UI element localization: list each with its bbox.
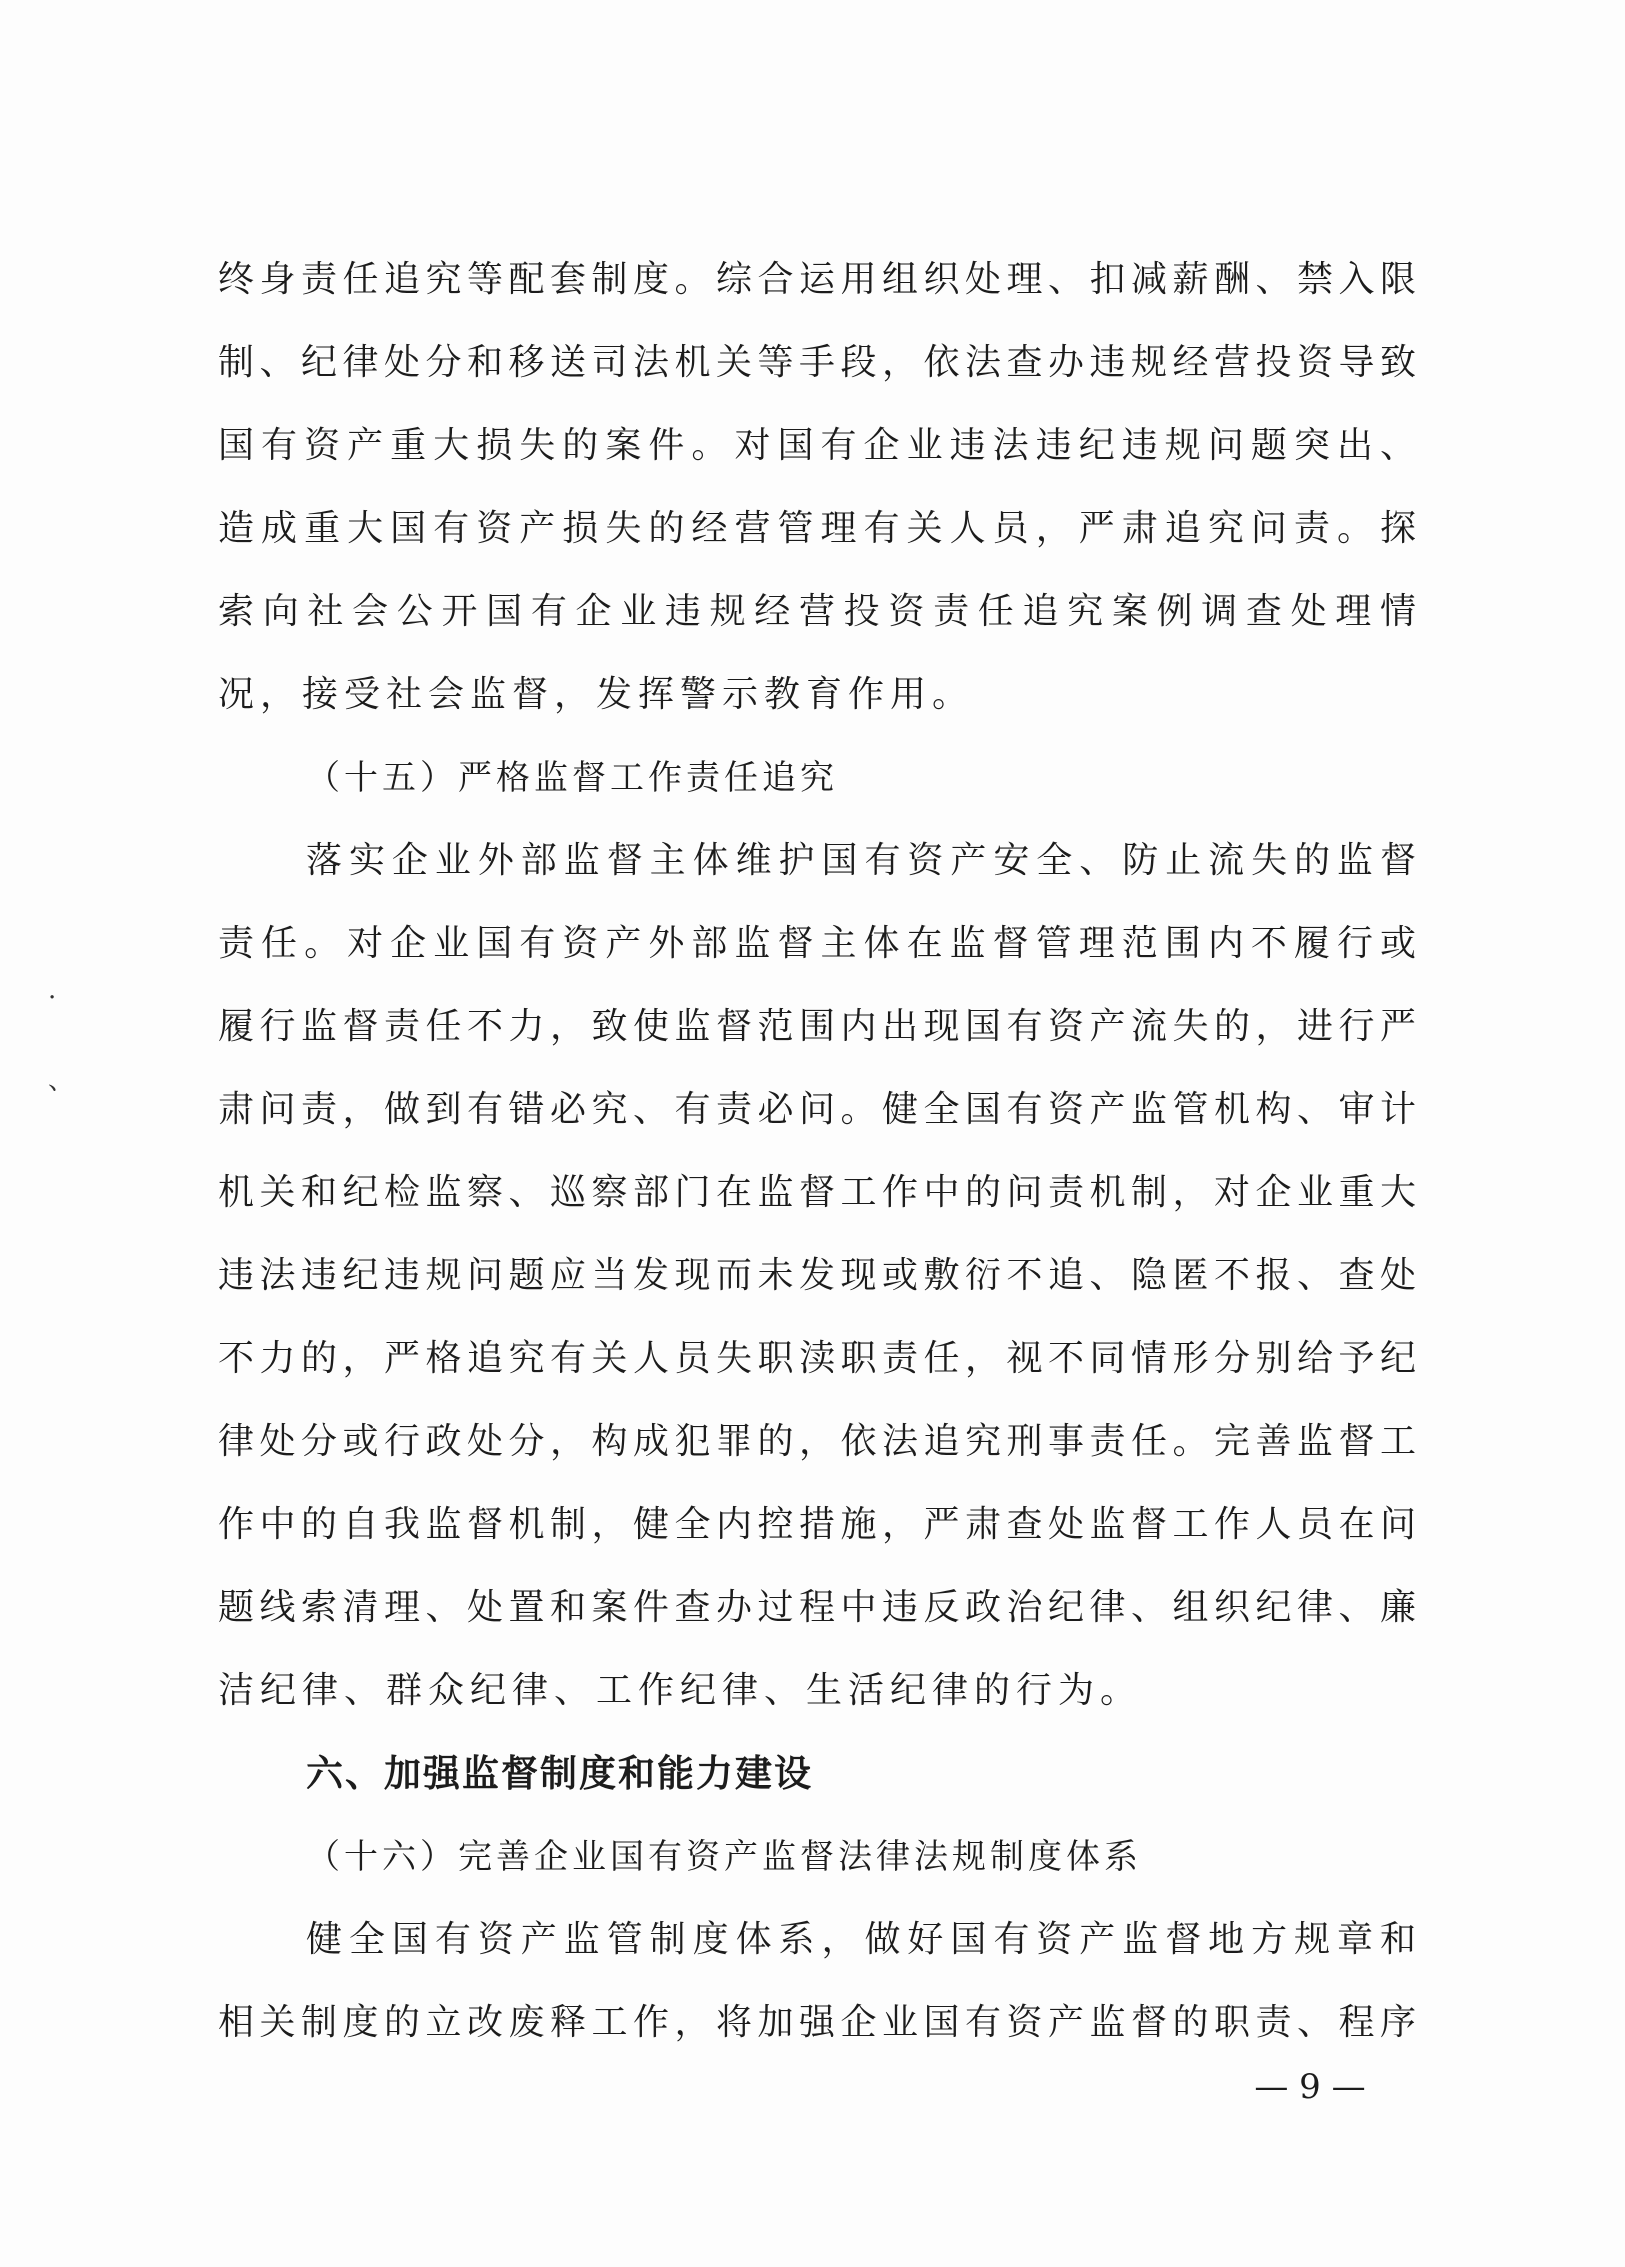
text-line: 况，接受社会监督，发挥警示教育作用。 <box>218 674 975 715</box>
section-subtitle: （十六）完善企业国有资产监督法律法规制度体系 <box>306 1837 1142 1877</box>
section-title: 六、加强监督制度和能力建设 <box>306 1752 813 1795</box>
text-line: 落实企业外部监督主体维护国有资产安全、防止流失的监督 <box>306 840 1416 881</box>
text-line: 题线索清理、处置和案件查办过程中违反政治纪律、组织纪律、廉 <box>218 1587 1416 1628</box>
text-line: 造成重大国有资产损失的经营管理有关人员，严肃追究问责。探 <box>218 508 1416 549</box>
text-line: 相关制度的立改废释工作，将加强企业国有资产监督的职责、程序 <box>218 2002 1416 2043</box>
text-line: 索向社会公开国有企业违规经营投资责任追究案例调查处理情 <box>218 591 1416 632</box>
text-line: 履行监督责任不力，致使监督范围内出现国有资产流失的，进行严 <box>218 1006 1416 1047</box>
text-line: 责任。对企业国有资产外部监督主体在监督管理范围内不履行或 <box>218 923 1416 964</box>
text-line: 洁纪律、群众纪律、工作纪律、生活纪律的行为。 <box>218 1670 1143 1711</box>
text-line: 肃问责，做到有错必究、有责必问。健全国有资产监管机构、审计 <box>218 1089 1416 1130</box>
text-line: 制、纪律处分和移送司法机关等手段，依法查办违规经营投资导致 <box>218 342 1416 383</box>
text-line: 终身责任追究等配套制度。综合运用组织处理、扣减薪酬、禁入限 <box>218 259 1416 300</box>
text-line: 律处分或行政处分，构成犯罪的，依法追究刑事责任。完善监督工 <box>218 1421 1416 1462</box>
text-line: 健全国有资产监管制度体系，做好国有资产监督地方规章和 <box>306 1919 1416 1960</box>
section-subtitle: （十五）严格监督工作责任追究 <box>306 758 838 798</box>
text-line: 作中的自我监督机制，健全内控措施，严肃查处监督工作人员在问 <box>218 1504 1416 1545</box>
text-line: 机关和纪检监察、巡察部门在监督工作中的问责机制，对企业重大 <box>218 1172 1416 1213</box>
text-line: 违法违纪违规问题应当发现而未发现或敷衍不追、隐匿不报、查处 <box>218 1255 1416 1296</box>
margin-dot: · <box>48 983 57 1013</box>
page-number: — 9 — <box>1254 2067 1366 2107</box>
text-line: 不力的，严格追究有关人员失职渎职责任，视不同情形分别给予纪 <box>218 1338 1416 1379</box>
margin-tick: 、 <box>48 1066 75 1096</box>
text-line: 国有资产重大损失的案件。对国有企业违法违纪违规问题突出、 <box>218 425 1416 466</box>
